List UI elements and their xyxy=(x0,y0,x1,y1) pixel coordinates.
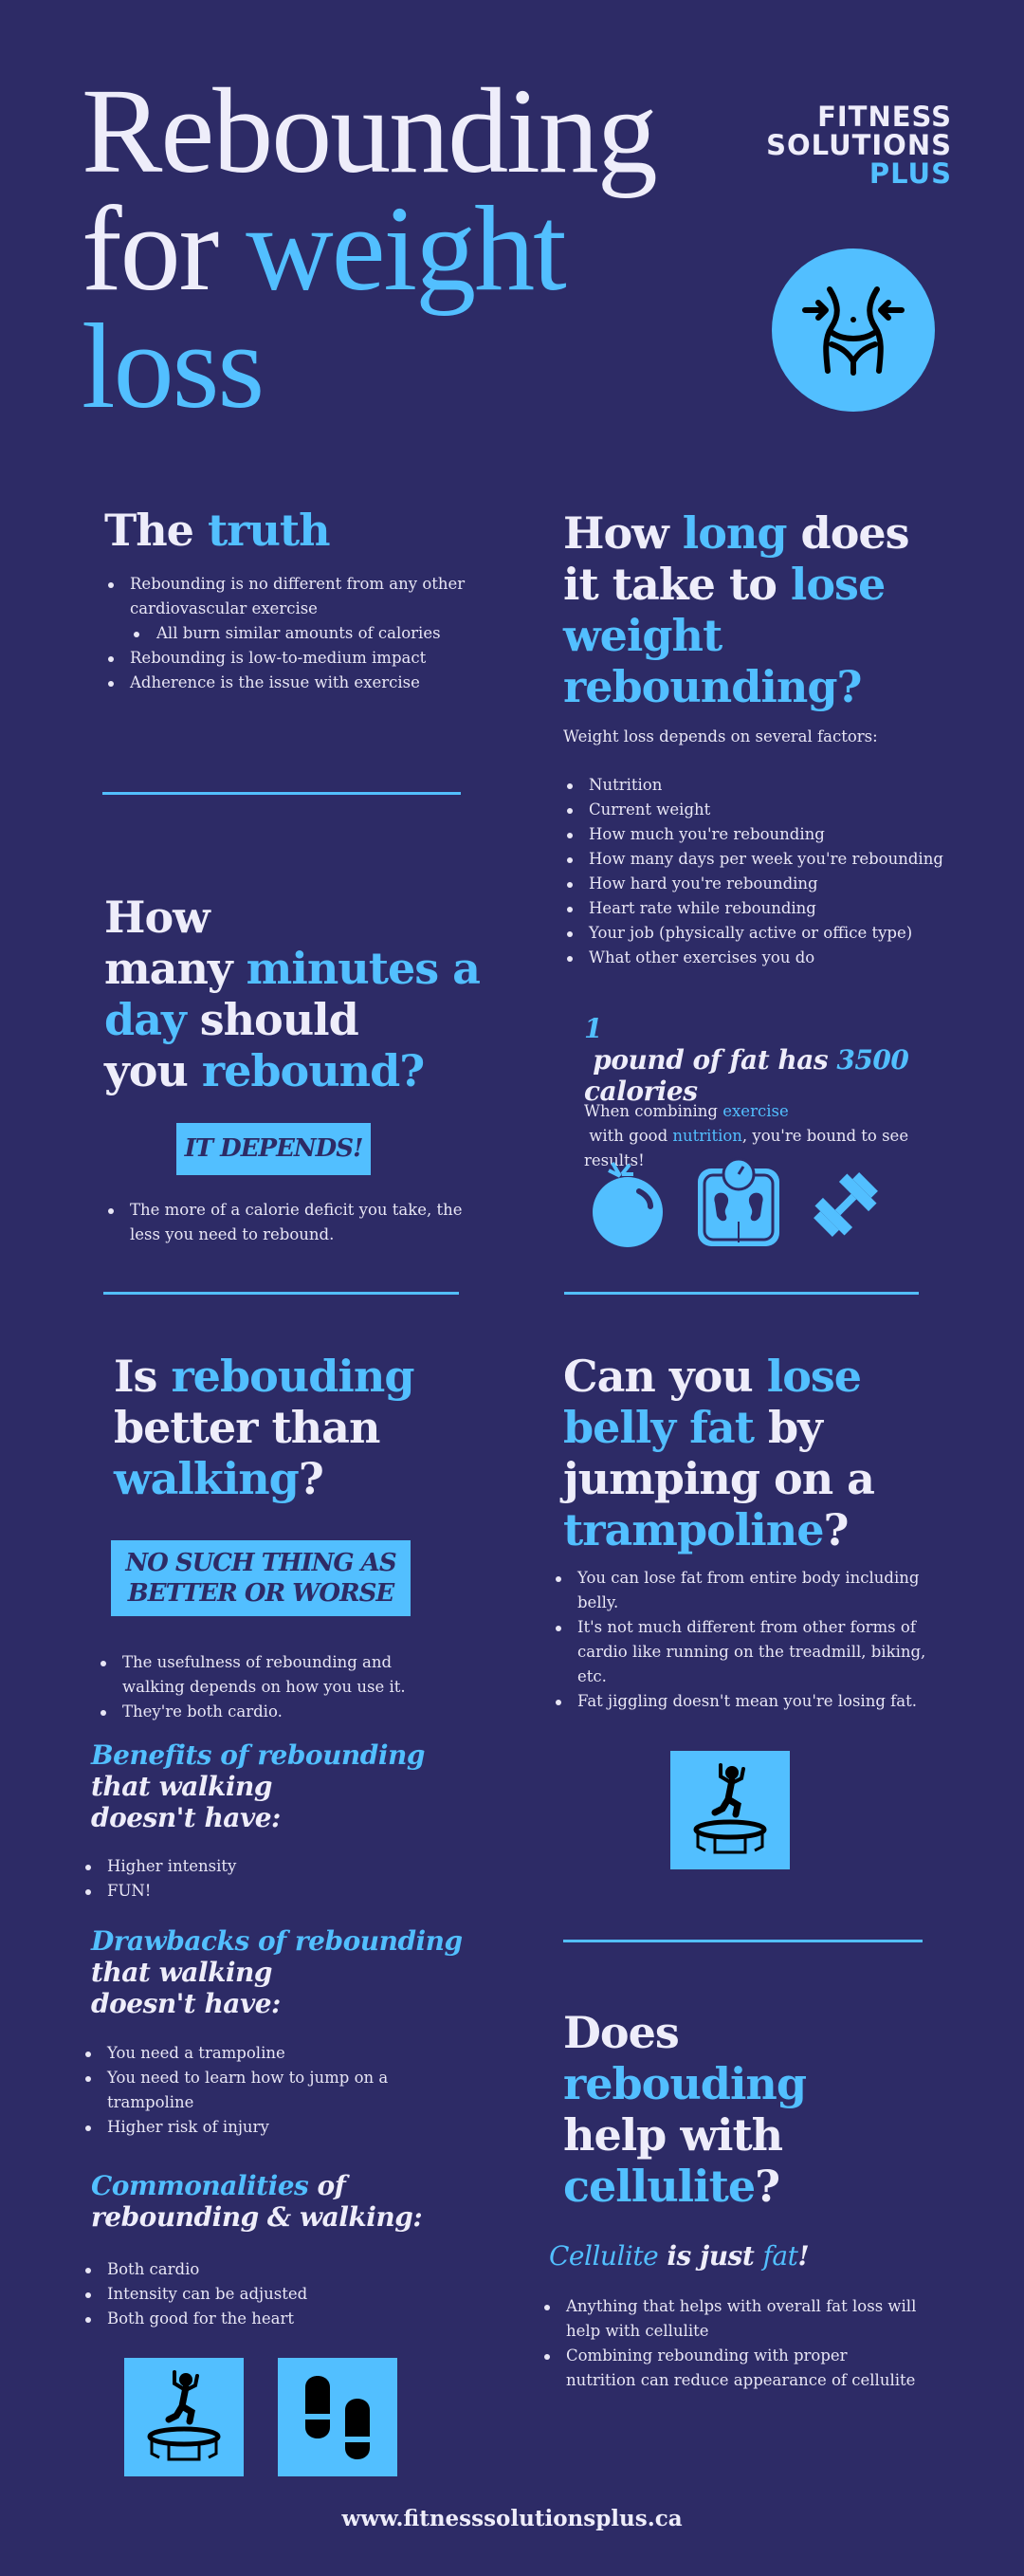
bathroom-scale-icon xyxy=(694,1155,783,1250)
common-blue: Commonalities xyxy=(91,2170,309,2201)
benefits-white-2: doesn't have: xyxy=(91,1802,281,1833)
belly-w1: Can you xyxy=(563,1351,767,1402)
common-white-2: rebounding & walking: xyxy=(91,2201,423,2233)
commonalities-list xyxy=(82,2257,423,2331)
min-b3: rebound? xyxy=(201,1045,425,1096)
belly-w4: ? xyxy=(823,1504,849,1555)
combine-t3: , you're bound to see results! xyxy=(584,1127,909,1169)
hl-w3: it take to xyxy=(563,559,791,610)
list-item: Rebounding is no different from any other cardiovascular exercise xyxy=(104,572,474,621)
how-long-intro: Weight loss depends on several factors: xyxy=(563,727,878,745)
combine-b1: exercise xyxy=(722,1102,789,1120)
common-white-1: of xyxy=(308,2170,346,2201)
minutes-heading xyxy=(104,892,503,1096)
hl-w1: How xyxy=(563,507,683,559)
benefits-list xyxy=(82,1854,461,1904)
list-item: Heart rate while rebounding xyxy=(563,896,952,921)
waist-slimming-icon xyxy=(772,248,935,412)
truth-heading-white: The xyxy=(104,505,208,556)
logo-line-1: FITNESS xyxy=(817,101,952,133)
trampoline-jump-icon xyxy=(124,2358,244,2476)
cellsub-w2: ! xyxy=(797,2240,810,2272)
drawbacks-blue: Drawbacks of rebounding xyxy=(91,1925,463,1957)
commonalities-heading xyxy=(91,2170,422,2233)
list-item: You need to learn how to jump on a trampoline xyxy=(82,2066,423,2115)
benefits-heading xyxy=(91,1739,425,1833)
min-b2: day xyxy=(104,994,186,1045)
factors-list xyxy=(563,773,952,970)
walk-b2: walking xyxy=(114,1453,299,1504)
how-long-heading xyxy=(563,507,980,712)
combine-b2: nutrition xyxy=(672,1127,742,1145)
hl-b1: long xyxy=(682,507,787,559)
apple-icon xyxy=(592,1159,667,1248)
divider xyxy=(564,1292,919,1295)
cell-w3: ? xyxy=(755,2161,780,2212)
walk-w1: Is xyxy=(114,1351,172,1402)
title-line-1: Rebounding xyxy=(82,64,656,198)
list-item: Combining rebounding with proper nutrition can reduce appearance of cellulite xyxy=(540,2344,920,2393)
min-w2: many xyxy=(104,943,247,994)
hl-w2: does xyxy=(786,507,909,559)
title-loss: loss xyxy=(82,299,264,433)
fact-w1: pound of fat has xyxy=(584,1044,837,1076)
list-item: How much you're rebounding xyxy=(563,822,952,847)
list-item: It's not much different from other forms of cardio like running on the treadmill, biking, etc. xyxy=(552,1615,941,1689)
website-url[interactable]: www.fitnesssolutionsplus.ca xyxy=(341,2506,683,2531)
list-item: Adherence is the issue with exercise xyxy=(104,671,474,695)
belly-w3: jumping on a xyxy=(563,1453,874,1504)
list-item: Nutrition xyxy=(563,773,952,798)
list-item: They're both cardio. xyxy=(97,1700,457,1724)
belly-list xyxy=(552,1566,941,1714)
brand-logo xyxy=(749,102,952,188)
cell-b2: cellulite xyxy=(563,2161,756,2212)
fact-b2: 3500 xyxy=(836,1044,909,1076)
min-w1: How xyxy=(104,892,210,943)
walking-list xyxy=(97,1650,457,1724)
list-item: Higher risk of injury xyxy=(82,2115,423,2140)
logo-line-3: PLUS xyxy=(869,157,952,190)
list-item: Intensity can be adjusted xyxy=(82,2282,423,2307)
title-for: for xyxy=(82,181,247,316)
benefits-white-1: that walking xyxy=(91,1771,272,1802)
combine-t1: When combining xyxy=(584,1102,723,1120)
list-item: Rebounding is low-to-medium impact xyxy=(104,646,474,671)
no-better-worse-badge xyxy=(111,1540,411,1616)
divider xyxy=(103,1292,459,1295)
list-item: Fat jiggling doesn't mean you're losing fat. xyxy=(552,1689,941,1714)
cellulite-list xyxy=(540,2294,920,2393)
title-weight: weight xyxy=(246,181,565,316)
fact-w2: calories xyxy=(584,1076,698,1107)
list-item: The usefulness of rebounding and walking depends on how you use it. xyxy=(97,1650,457,1700)
belly-w2: by xyxy=(753,1402,822,1453)
belly-b1: lose xyxy=(766,1351,862,1402)
trampoline-jump-icon xyxy=(670,1751,790,1869)
hl-b3: weight xyxy=(563,610,722,661)
cell-w2: help with xyxy=(563,2109,783,2161)
belly-heading xyxy=(563,1351,980,1555)
list-item: How hard you're rebounding xyxy=(563,872,952,896)
cellulite-heading xyxy=(563,2007,961,2212)
walk-w3: ? xyxy=(298,1453,323,1504)
fat-calories-fact xyxy=(584,1013,925,1107)
walk-b1: rebouding xyxy=(171,1351,414,1402)
list-item: Both good for the heart xyxy=(82,2307,423,2331)
cellulite-subheading xyxy=(549,2240,809,2272)
belly-b3: trampoline xyxy=(563,1504,824,1555)
fact-b1: 1 xyxy=(584,1013,602,1044)
drawbacks-list xyxy=(82,2041,423,2140)
cellsub-w1: is just xyxy=(658,2240,763,2272)
drawbacks-white-2: doesn't have: xyxy=(91,1988,281,2019)
min-w3: should xyxy=(185,994,358,1045)
list-item: You can lose fat from entire body including belly. xyxy=(552,1566,941,1615)
cellsub-b2: fat xyxy=(762,2240,798,2272)
truth-list xyxy=(104,572,474,695)
logo-line-2: SOLUTIONS xyxy=(766,129,952,161)
truth-heading xyxy=(104,505,330,556)
list-item: FUN! xyxy=(82,1879,461,1904)
cell-b1: rebouding xyxy=(563,2058,807,2109)
drawbacks-white-1: that walking xyxy=(91,1957,272,1988)
list-item: All burn similar amounts of calories xyxy=(104,621,474,646)
list-item: Both cardio xyxy=(82,2257,423,2282)
list-item: Your job (physically active or office type) xyxy=(563,921,952,946)
min-w4: you xyxy=(104,1045,202,1096)
divider xyxy=(563,1940,923,1942)
minutes-list xyxy=(104,1198,465,1247)
list-item: How many days per week you're rebounding xyxy=(563,847,952,872)
it-depends-badge: IT DEPENDS! xyxy=(176,1123,371,1175)
list-item: The more of a calorie deficit you take, the less you need to rebound. xyxy=(104,1198,465,1247)
belly-b2: belly fat xyxy=(563,1402,754,1453)
hl-b2: lose xyxy=(790,559,886,610)
drawbacks-heading xyxy=(91,1925,463,2019)
cell-w1: Does xyxy=(563,2007,679,2058)
list-item: You need a trampoline xyxy=(82,2041,423,2066)
walk-w2: better than xyxy=(114,1402,380,1453)
main-title xyxy=(82,64,656,433)
list-item: Higher intensity xyxy=(82,1854,461,1879)
badge-line-2: BETTER OR WORSE xyxy=(127,1579,394,1608)
list-item: What other exercises you do xyxy=(563,946,952,970)
benefits-blue: Benefits of rebounding xyxy=(91,1739,425,1771)
dumbbell-icon xyxy=(806,1165,886,1244)
divider xyxy=(102,792,461,795)
badge-line-1: NO SUCH THING AS xyxy=(125,1549,396,1577)
walking-heading xyxy=(114,1351,493,1504)
min-b1: minutes a xyxy=(246,943,480,994)
list-item: Anything that helps with overall fat loss will help with cellulite xyxy=(540,2294,920,2344)
hl-b4: rebounding? xyxy=(563,661,862,712)
cellsub-b1: Cellulite xyxy=(549,2240,659,2272)
footprints-icon xyxy=(278,2358,397,2476)
list-item: Current weight xyxy=(563,798,952,822)
truth-heading-blue: truth xyxy=(207,505,330,556)
combine-t2: with good xyxy=(584,1127,673,1145)
